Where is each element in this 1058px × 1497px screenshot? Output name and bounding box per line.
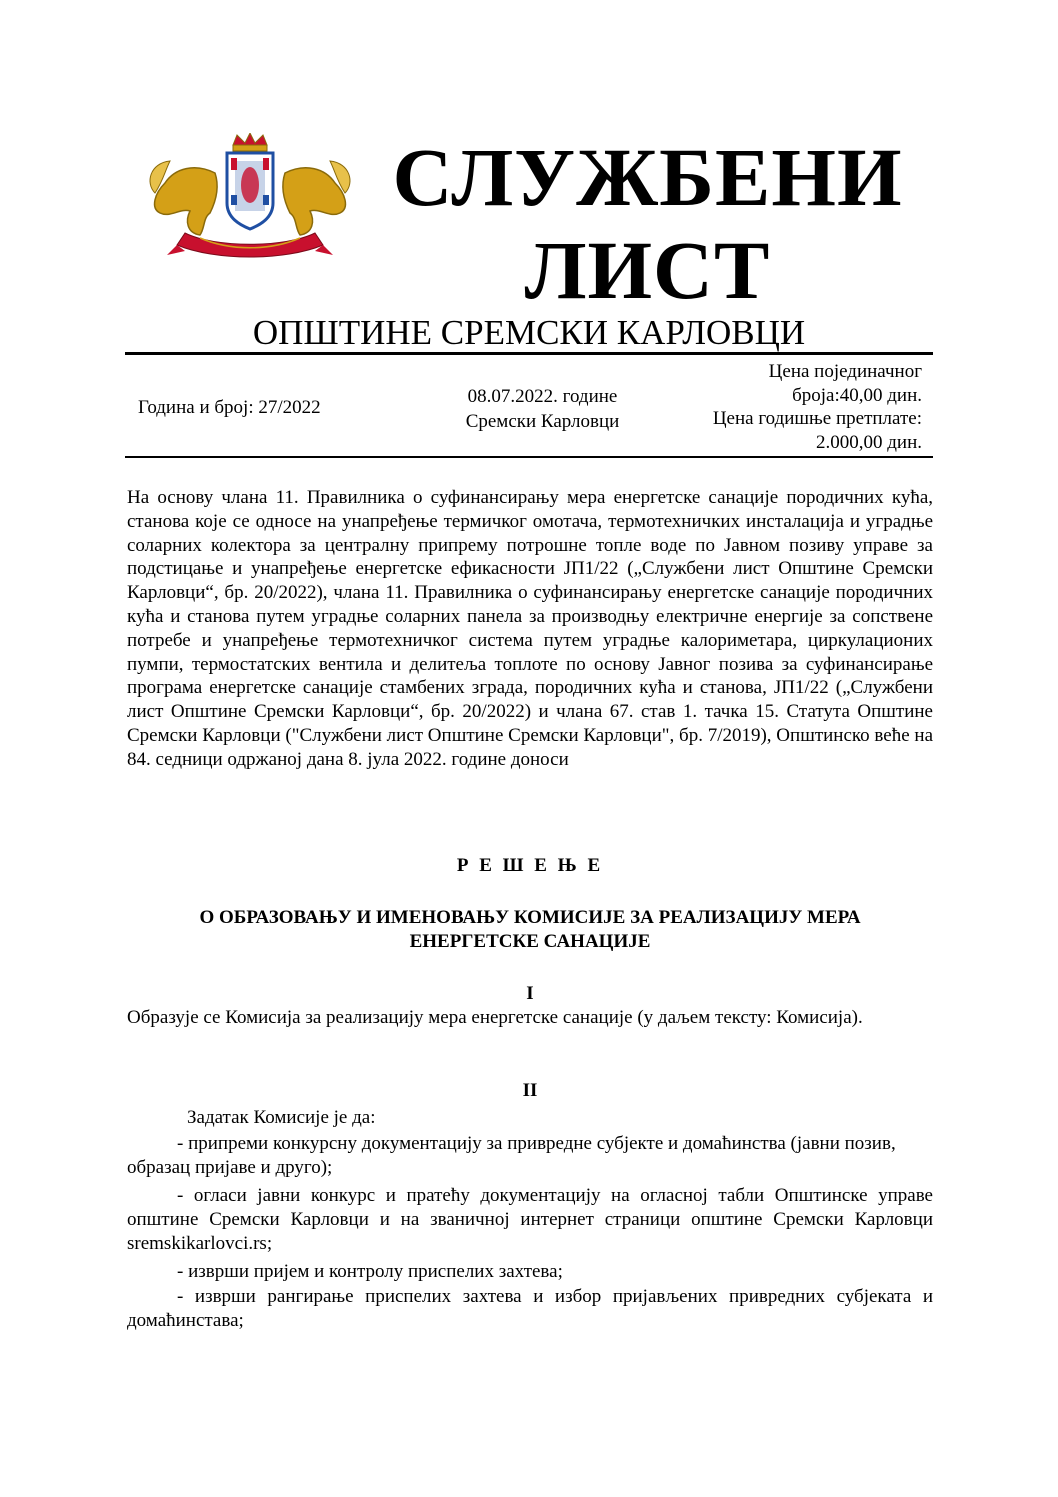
decision-title — [127, 906, 933, 954]
decision-title-line1: О ОБРАЗОВАЊУ И ИМЕНОВАЊУ КОМИСИЈЕ ЗА РЕАЛИЗАЦИЈУ МЕРА — [199, 907, 861, 928]
decision-heading: Р Е Ш Е Њ Е — [456, 855, 604, 876]
header-divider-top — [125, 352, 933, 355]
masthead-title-line1: СЛУЖБЕНИ — [392, 131, 903, 223]
masthead-title-line2: ЛИСТ — [524, 224, 771, 316]
coat-of-arms-icon — [145, 133, 355, 268]
price-annual-label: Цена годишње претплате: — [712, 408, 922, 429]
price-annual-value: 2.000,00 дин. — [815, 431, 922, 453]
preamble-paragraph: На основу члана 11. Правилника о суфинансирању мера енергетске санације породичних кућа, станова које се односе на унапређење термичког омотача, термотехничких инсталација и уградње соларних колектора за централну припрему потрошне топле воде по Јавном позиву управе за подстицање и унапређење енергетске ефикасности ЈП1/22 („Службени лист Општине Сремски Карловци“, бр. 20/2022), члана 11. Правилника о суфинансирању енергетске санације породичних кућа и станова путем уградње соларних панела за производњу електричне енергије за сопствене потребе и унапређење термотехничког система путем уградње калориметара, циркулационих пумпи, термостатских вентила и делитеља топлоте по основу Јавног позива за суфинансирање програма енергетске санације стамбених зграда, породичних кућа и станова, ЈП1/22 („Службени лист Општине Сремски Карловци“, бр. 20/2022) и члана 67. став 1. тачка 15. Статута Општине Сремски Карловци ("Службени лист Општине Сремски Карловци", бр. 7/2019), Општинско веће на 84. седници одржаној дана 8. јула 2022. године доноси — [127, 487, 933, 770]
article-2-item: - огласи јавни конкурс и пратећу документацију на огласној табли Општинске управе општине Сремски Карловци и на званичној интернет страници општине Сремски Карловци sremskikarlovci.rs; — [127, 1185, 933, 1254]
issue-place: Сремски Карловци — [465, 411, 620, 432]
article-2-item: - изврши пријем и контролу приспелих захтева; — [177, 1261, 563, 1282]
price-single-label: Цена појединачног — [768, 361, 922, 382]
header-divider-bottom — [125, 456, 933, 458]
decision-title-line2: ЕНЕРГЕТСКЕ САНАЦИЈЕ — [409, 931, 651, 952]
article-1-text: Образује се Комисија за реализацију мера енергетске санације (у даљем тексту: Комисија). — [127, 1007, 863, 1028]
article-2-lead: Задатак Комисије је да: — [187, 1107, 376, 1128]
article-2-number: II — [522, 1080, 538, 1101]
masthead-subtitle: ОПШТИНЕ СРЕМСКИ КАРЛОВЦИ — [252, 313, 806, 352]
issue-number: Година и број: 27/2022 — [138, 397, 321, 418]
article-1-number: I — [526, 983, 534, 1004]
article-2-item: - припреми конкурсну документацију за привредне субјекте и домаћинства (јавни позив, образац пријаве и друго); — [127, 1133, 896, 1178]
price-block — [678, 360, 922, 454]
article-2-item: - изврши рангирање приспелих захтева и избор пријављених привредних субјеката и домаћинстава; — [127, 1286, 933, 1331]
issue-date: 08.07.2022. године — [467, 386, 618, 407]
issue-date-block — [440, 384, 645, 434]
price-single-value: броја:40,00 дин. — [792, 384, 922, 406]
